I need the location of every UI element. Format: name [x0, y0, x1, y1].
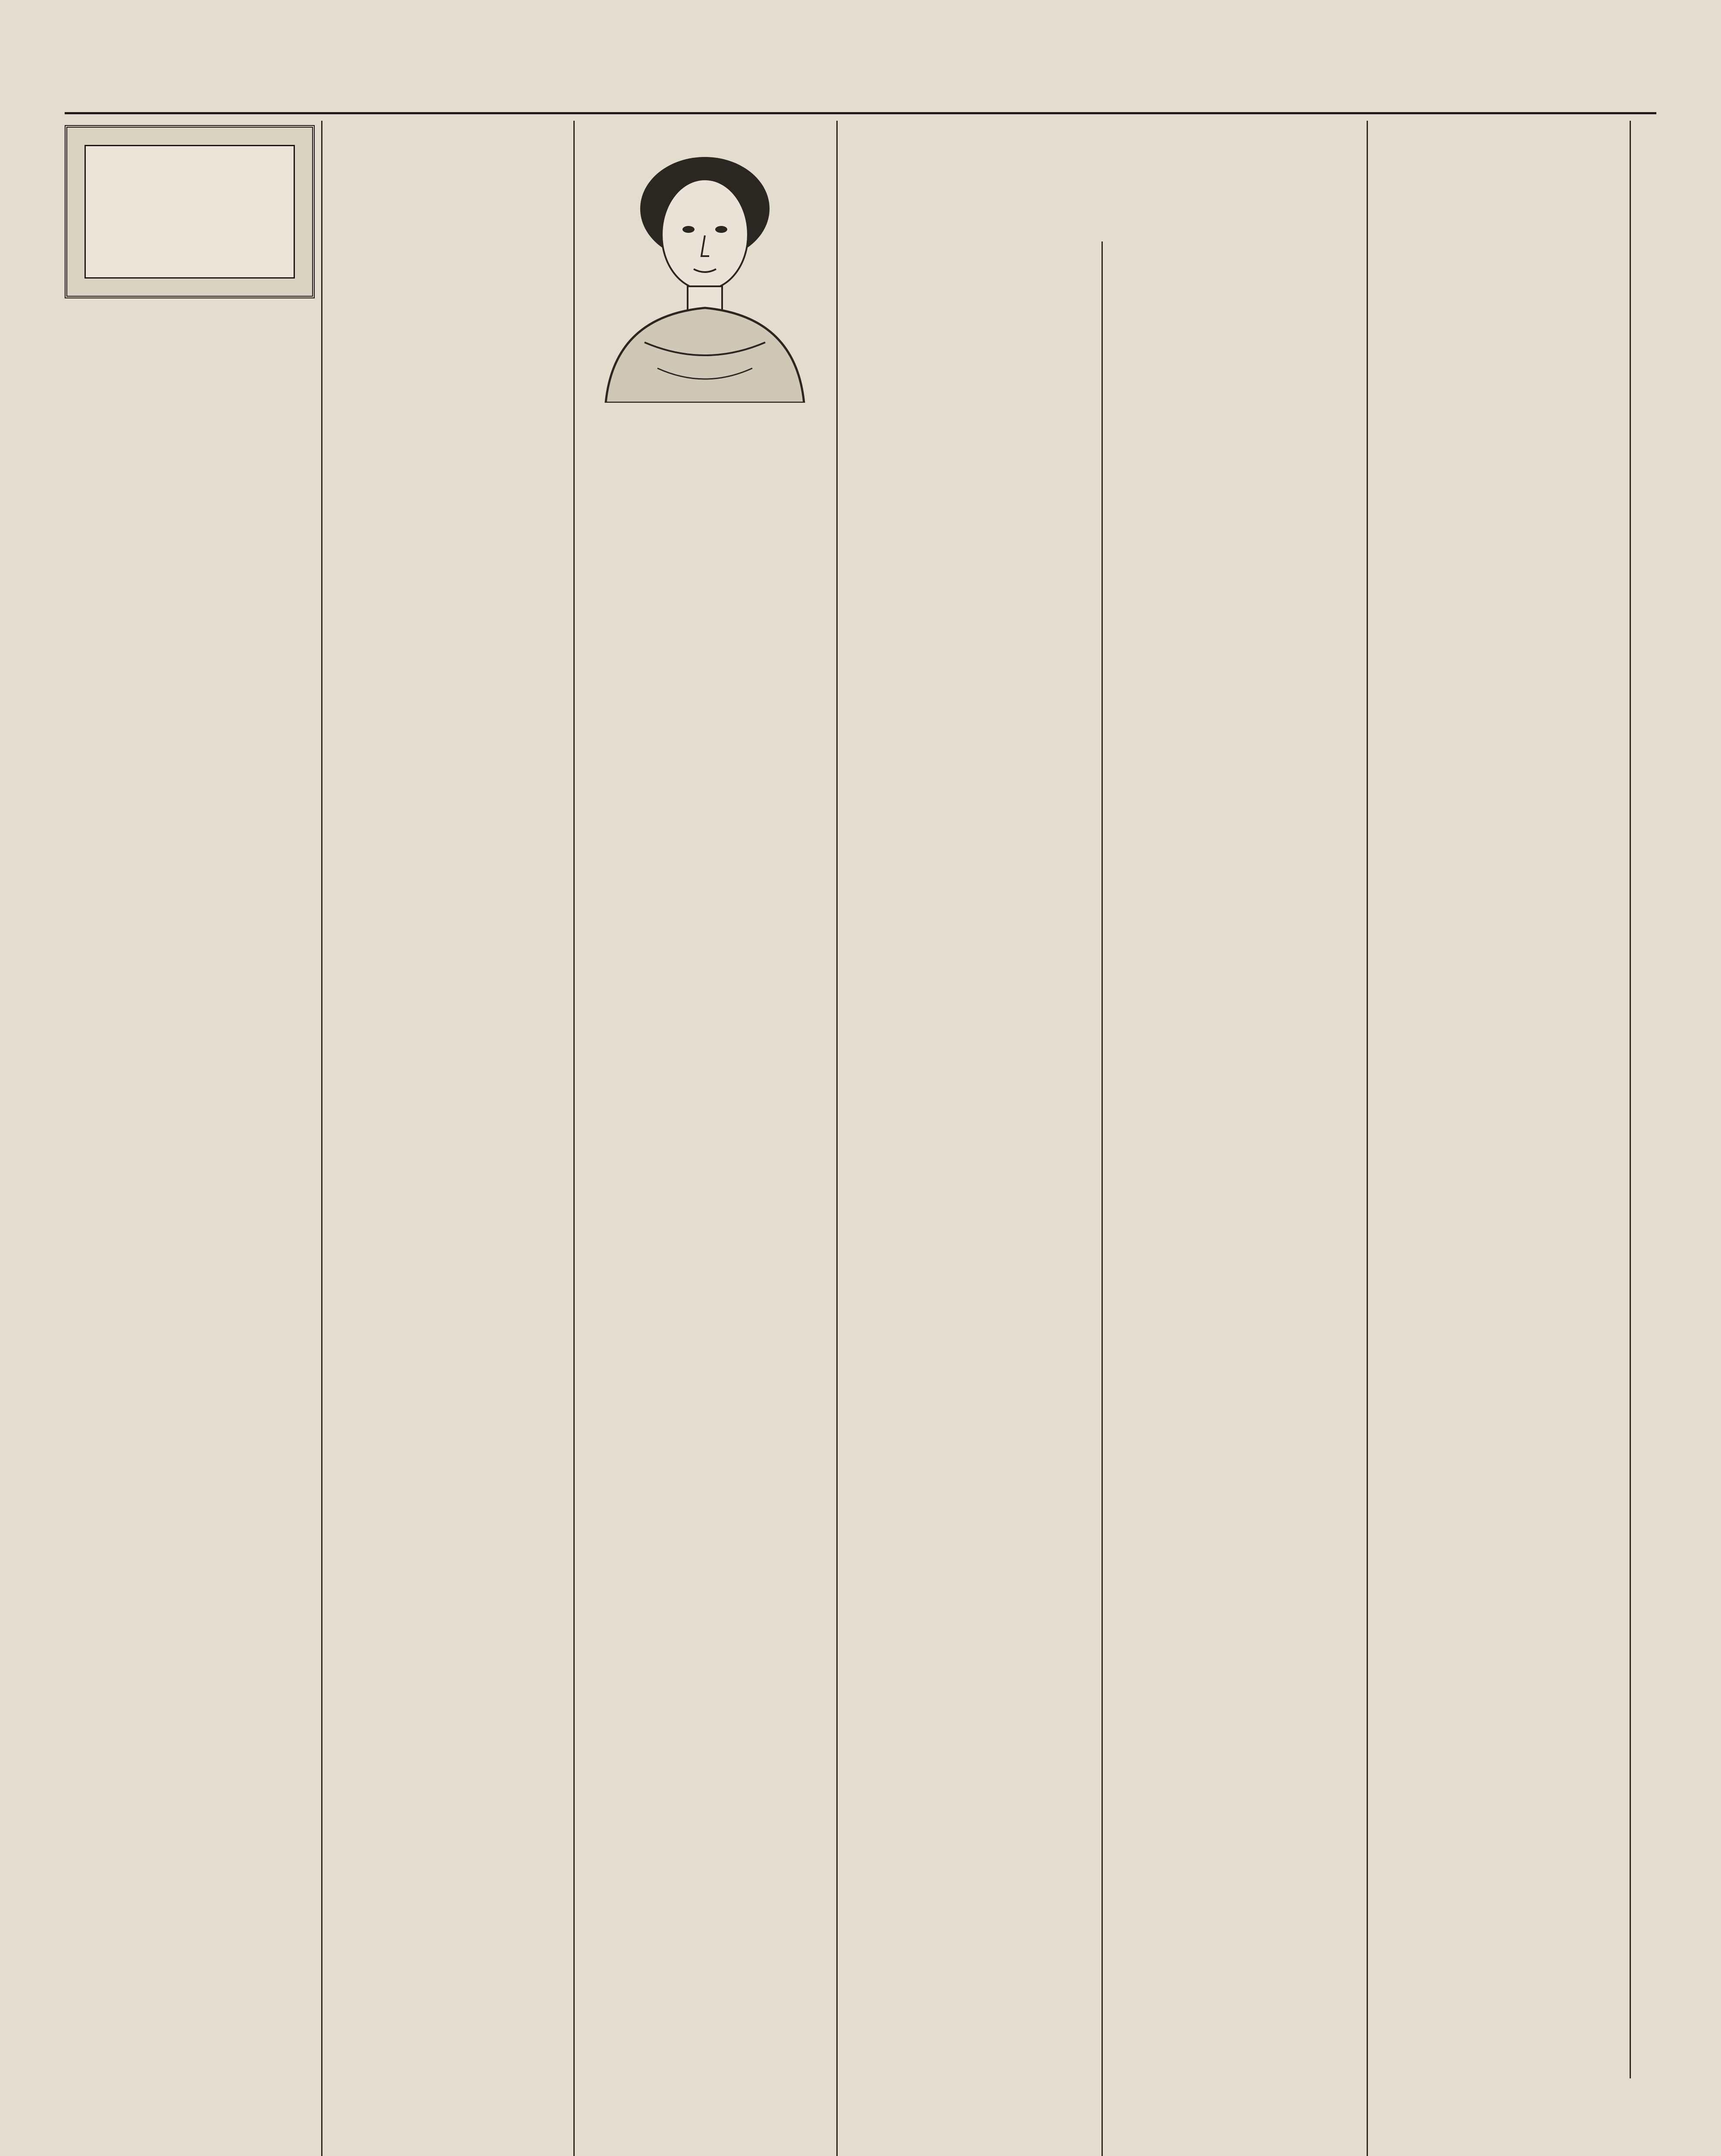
portrait-madame-rioux [588, 127, 821, 403]
column-rule [1630, 121, 1631, 2078]
header-rule [65, 112, 1656, 114]
column-rule [836, 121, 838, 2156]
column-church-notes [580, 121, 830, 2156]
old-land-headline-block [843, 121, 1403, 129]
column-ads-strip [1636, 121, 1701, 2078]
column-old-land [843, 241, 1095, 2156]
folio-header [0, 65, 1721, 116]
column-rule [573, 121, 575, 2156]
column-news-continued [1108, 241, 1360, 2156]
labor-world-frame [84, 145, 295, 279]
column-labor-world [65, 121, 315, 2156]
column-labor-continued [328, 121, 567, 2156]
column-rule [1367, 121, 1368, 2156]
column-cooking [1373, 121, 1627, 2078]
column-rule [321, 121, 322, 2156]
labor-world-banner [65, 125, 315, 298]
column-rule [1101, 241, 1103, 2156]
